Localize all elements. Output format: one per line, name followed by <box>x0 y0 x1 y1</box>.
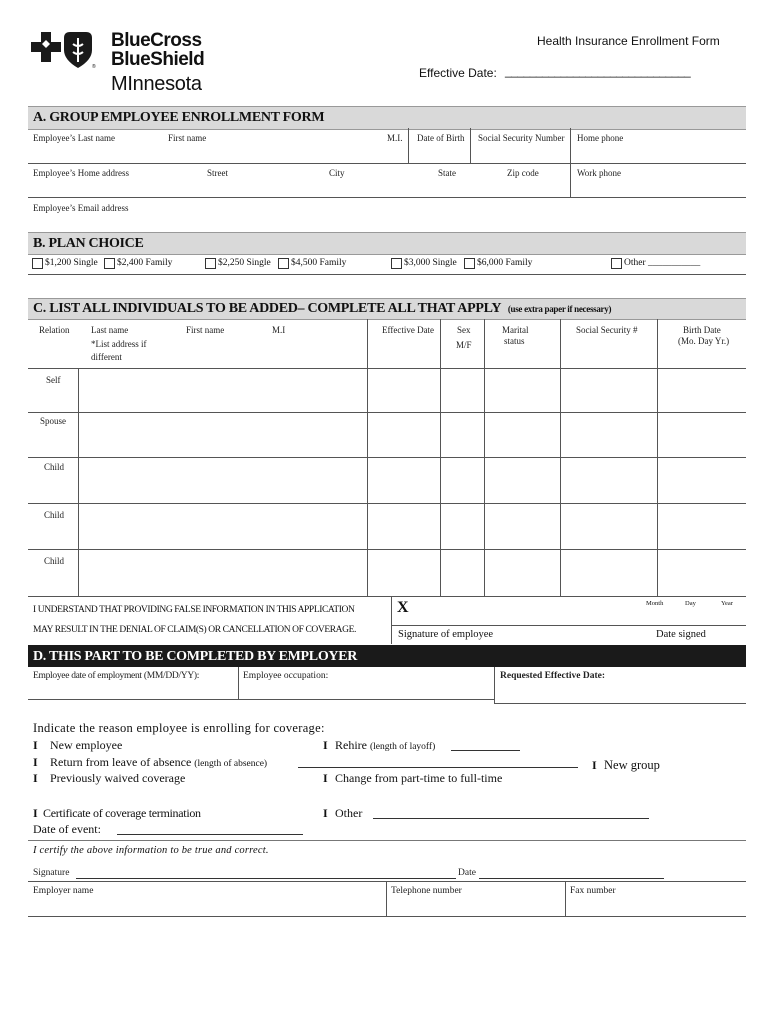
label-street: Street <box>207 168 228 178</box>
row-spouse: Spouse <box>40 416 67 426</box>
plan-checkbox-2400-family[interactable] <box>104 258 115 269</box>
option-new-employee: New employee <box>50 738 123 752</box>
label-mi: M.I. <box>387 133 403 143</box>
option-other: Other <box>335 806 363 820</box>
col-marital2: status <box>504 336 525 346</box>
signature-employee-field[interactable] <box>410 600 635 622</box>
signature-x: X <box>397 599 409 616</box>
label-zip: Zip code <box>507 168 539 178</box>
label-email: Employee’s Email address <box>33 203 129 213</box>
reason-title: Indicate the reason employee is enrolling for coverage: <box>33 721 325 735</box>
row-child-1: Child <box>44 462 65 472</box>
certify-line-2: MAY RESULT IN THE DENIAL OF CLAIM(S) OR CANCELLATION OF COVERAGE. <box>33 625 356 635</box>
certify-statement: I certify the above information to be true and correct. <box>33 845 269 856</box>
label-ssn: Social Security Number <box>478 133 565 143</box>
option-rehire <box>335 738 435 753</box>
label-first-name: First name <box>168 133 207 143</box>
section-c-title-note: (use extra paper if necessary) <box>507 304 612 314</box>
form-title: Health Insurance Enrollment Form <box>537 34 720 48</box>
label-date-signed: Date signed <box>656 629 706 640</box>
section-c-title <box>33 301 611 317</box>
bullet-rehire[interactable]: I <box>323 738 328 752</box>
date-event-field[interactable] <box>117 822 303 835</box>
option-return-leave <box>50 755 267 770</box>
section-a-title: A. GROUP EMPLOYEE ENROLLMENT FORM <box>33 110 325 125</box>
plan-label-4500-family: $4,500 Family <box>291 258 347 268</box>
plan-label-other: Other ___________ <box>624 258 701 268</box>
plan-label-2400-family: $2,400 Family <box>117 258 173 268</box>
bullet-cert-term[interactable]: I <box>33 806 38 820</box>
bullet-waived[interactable]: I <box>33 771 38 785</box>
employer-signature-field[interactable] <box>76 866 456 879</box>
col-first-name: First name <box>186 325 225 335</box>
employer-date-field[interactable] <box>479 866 664 879</box>
effective-date-field[interactable]: ______________________________ <box>505 64 691 78</box>
other-field[interactable] <box>373 806 649 819</box>
label-date-event: Date of event: <box>33 822 101 836</box>
label-state: State <box>438 168 456 178</box>
label-signature-employee: Signature of employee <box>398 629 494 640</box>
label-home-address: Employee’s Home address <box>33 168 129 178</box>
col-last-name: Last name <box>91 325 129 335</box>
bullet-change-time[interactable]: I <box>323 771 328 785</box>
label-fax: Fax number <box>570 886 616 896</box>
return-leave-field[interactable] <box>298 755 578 768</box>
row-child-2: Child <box>44 510 65 520</box>
logo-bluecross: BlueCross <box>111 30 202 51</box>
label-requested-effective-date: Requested Effective Date: <box>500 671 605 681</box>
col-sex-note: M/F <box>456 340 472 350</box>
plan-label-2250-single: $2,250 Single <box>218 258 271 268</box>
label-employer-name: Employer name <box>33 886 94 896</box>
label-home-phone: Home phone <box>577 133 624 143</box>
plan-checkbox-6000-family[interactable] <box>464 258 475 269</box>
logo <box>28 30 218 98</box>
label-signature: Signature <box>33 868 70 878</box>
option-change-time: Change from part-time to full-time <box>335 771 503 785</box>
cross-shield-logo-icon <box>28 30 108 76</box>
label-day: Day <box>685 600 696 607</box>
col-relation: Relation <box>39 325 70 335</box>
col-marital: Marital <box>502 325 529 335</box>
logo-blueshield: BlueShield <box>111 49 205 70</box>
label-occupation: Employee occupation: <box>243 671 329 681</box>
rehire-field[interactable] <box>451 738 520 751</box>
col-last-name-note1: *List address if <box>91 339 147 349</box>
option-cert-term: Certificate of coverage termination <box>43 806 201 820</box>
option-new-group: New group <box>604 758 660 772</box>
logo-tm: ® <box>92 64 96 70</box>
plan-label-1200-single: $1,200 Single <box>45 258 98 268</box>
label-last-name: Employee’s Last name <box>33 133 115 143</box>
label-date: Date <box>458 868 476 878</box>
bullet-return-leave[interactable]: I <box>33 755 38 769</box>
effective-date-label: Effective Date: <box>419 66 497 80</box>
plan-checkbox-3000-single[interactable] <box>391 258 402 269</box>
option-waived: Previously waived coverage <box>50 771 186 785</box>
col-ssn: Social Security # <box>576 325 638 335</box>
return-leave-note: (length of absence) <box>194 759 268 769</box>
certify-line-1: I UNDERSTAND THAT PROVIDING FALSE INFORMATION IN THIS APPLICATION <box>33 605 355 615</box>
rehire-label: Rehire <box>335 738 367 752</box>
rehire-note: (length of layoff) <box>370 742 436 752</box>
col-birth-date: Birth Date <box>683 325 721 335</box>
plan-checkbox-2250-single[interactable] <box>205 258 216 269</box>
return-leave-label: Return from leave of absence <box>50 755 192 769</box>
label-work-phone: Work phone <box>577 168 622 178</box>
col-last-name-note2: different <box>91 352 122 362</box>
row-self: Self <box>46 375 61 385</box>
plan-checkbox-other[interactable] <box>611 258 622 269</box>
label-date-employment: Employee date of employment (MM/DD/YY): <box>33 671 200 681</box>
plan-checkbox-4500-family[interactable] <box>278 258 289 269</box>
col-effective-date: Effective Date <box>382 325 435 335</box>
bullet-other[interactable]: I <box>323 806 328 820</box>
col-birth-note: (Mo. Day Yr.) <box>678 336 730 346</box>
label-month: Month <box>646 600 664 607</box>
section-d-title: D. THIS PART TO BE COMPLETED BY EMPLOYER <box>33 649 358 664</box>
plan-label-3000-single: $3,000 Single <box>404 258 457 268</box>
label-year: Year <box>721 600 733 607</box>
row-child-3: Child <box>44 556 65 566</box>
col-mi: M.I <box>272 325 286 335</box>
label-dob: Date of Birth <box>417 133 465 143</box>
col-sex: Sex <box>457 325 471 335</box>
bullet-new-employee[interactable]: I <box>33 738 38 752</box>
label-city: City <box>329 168 345 178</box>
logo-minnesota: MInnesota <box>111 73 202 95</box>
plan-label-6000-family: $6,000 Family <box>477 258 533 268</box>
section-b-title: B. PLAN CHOICE <box>33 236 144 251</box>
section-c-title-text: C. LIST ALL INDIVIDUALS TO BE ADDED– COMPLETE ALL THAT APPLY <box>33 301 501 316</box>
bullet-new-group[interactable]: I <box>592 758 597 772</box>
label-telephone: Telephone number <box>391 886 462 896</box>
plan-checkbox-1200-single[interactable] <box>32 258 43 269</box>
